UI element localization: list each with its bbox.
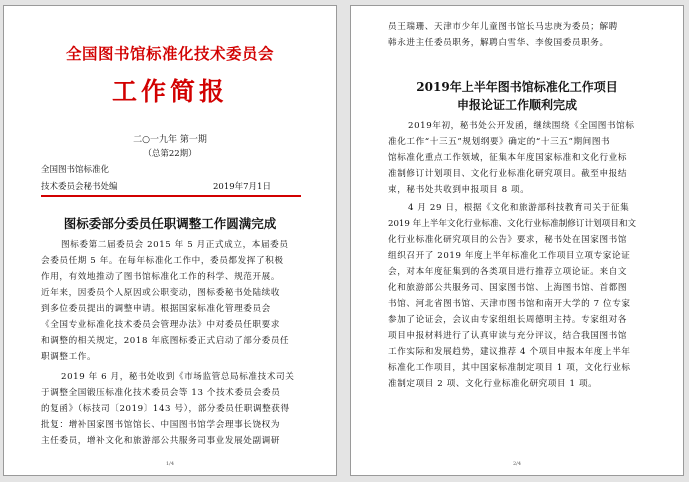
body-line: 批复：增补国家图书馆馆长、中国图书馆学会理事长饶权为: [41, 420, 281, 430]
body-line: 标准化工作项目，其中国家标准制定项目 1 项，文化行业标: [388, 363, 631, 373]
document-page-2: [350, 5, 684, 476]
org-name: 全国图书馆标准化技术委员会: [65, 44, 274, 63]
body-line: 准制定项目 2 项、文化行业标准化研究项目 1 项。: [388, 379, 598, 389]
body-line: 韩永进主任委员职务，解聘白雪华、李俊国委员职务。: [388, 38, 609, 48]
body-line: 于调整全国锻压标准化技术委员会等 13 个技术委员会委员: [41, 388, 281, 398]
body-line: 化行业标准化研究项目的公告》要求，秘书处在国家图书馆: [388, 235, 628, 245]
body-line: 2019年初，秘书处公开发函，继续围绕《全国图书馆标: [408, 121, 635, 131]
article-title: 图标委部分委员任职调整工作圆满完成: [63, 216, 277, 231]
body-line: 近年来，因委员个人原因或公职变动，图标委秘书处陆续收: [41, 288, 281, 298]
total-issue: （总第22期）: [143, 149, 197, 159]
body-line: 2019 年 6 月，秘书处收到《市场监管总局标准技术司关: [61, 372, 295, 382]
issue-date: 2019年7月1日: [213, 182, 271, 192]
article-title-line-2: 申报论证工作顺利完成: [456, 98, 577, 112]
body-line: 图标委第二届委员会 2015 年 5 月正式成立，本届委员: [61, 240, 289, 250]
article-title-line-1: 2019年上半年图书馆标准化工作项目: [416, 80, 618, 94]
body-line: 书馆、河北省图书馆、天津市图书馆和南开大学的 7 位专家: [388, 299, 631, 309]
body-line: 会委员任期 5 年。在每年标准化工作中，委员都发挥了积极: [41, 256, 284, 266]
body-line: 化和旅游部公共服务司、国家图书馆、上海图书馆、首都图: [388, 283, 628, 293]
body-line: 的复函》（标技司〔2019〕143 号），部分委员任职调整获得: [41, 404, 290, 414]
sender-line-1: 全国图书馆标准化: [41, 165, 110, 175]
body-line: 准化工作“十三五”规划纲要》确定的“十三五”期间图书: [388, 137, 611, 147]
body-line: 会，对本年度征集到的各类项目进行推荐立项论证。来自文: [388, 267, 628, 277]
body-line: 到多位委员提出的调整申请。根据国家标准化管理委员会: [41, 304, 271, 314]
body-line: 《全国专业标准化技术委员会管理办法》中对委员任职要求: [41, 320, 281, 330]
body-line: 主任委员，增补文化和旅游部公共服务司事业发展处副调研: [41, 436, 281, 446]
sender-line-2: 技术委员会秘书处编: [41, 182, 118, 192]
page-number: 1/4: [165, 461, 175, 467]
body-line: 馆标准化重点工作领域，征集本年度国家标准和文化行业标: [388, 153, 628, 163]
body-line: 组织召开了 2019 年度上半年标准化工作项目立项专家论证: [388, 251, 631, 261]
body-line: 作用，有效地推动了图书馆标准化工作的科学、规范开展。: [41, 272, 281, 282]
body-line: 员王瑞珊、天津市少年儿童图书馆长马忠庚为委员；解聘: [388, 22, 618, 32]
document-page-1: [3, 5, 337, 476]
body-line: 项目申报材料进行了认真审读与充分评议，结合我国图书馆: [388, 331, 628, 341]
red-divider: [41, 195, 301, 197]
body-line: 准制修订计划项目、文化行业标准化研究项目。截至申报结: [388, 169, 628, 179]
body-line: 和调整的相关规定，2018 年底图标委正式启动了部分委员任: [41, 336, 290, 346]
body-line: 4 月 29 日，根据《文化和旅游部科技教育司关于征集: [408, 203, 630, 213]
body-line: 参加了论证会，会议由专家组组长周德明主持。专家组对各: [388, 315, 628, 325]
body-line: 2019 年上半年文化行业标准、文化行业标准制修订计划项目和文: [388, 219, 637, 229]
body-line: 工作实际和发展趋势，建议推荐 4 个项目申报本年度上半年: [388, 347, 631, 357]
body-line: 束，秘书处共收到申报项目 8 项。: [388, 185, 530, 195]
page-number: 2/4: [512, 461, 522, 467]
issue-line: 二○一九年 第一期: [133, 135, 207, 145]
body-line: 职调整工作。: [41, 352, 97, 362]
bulletin-title: 工作简报: [111, 77, 228, 106]
